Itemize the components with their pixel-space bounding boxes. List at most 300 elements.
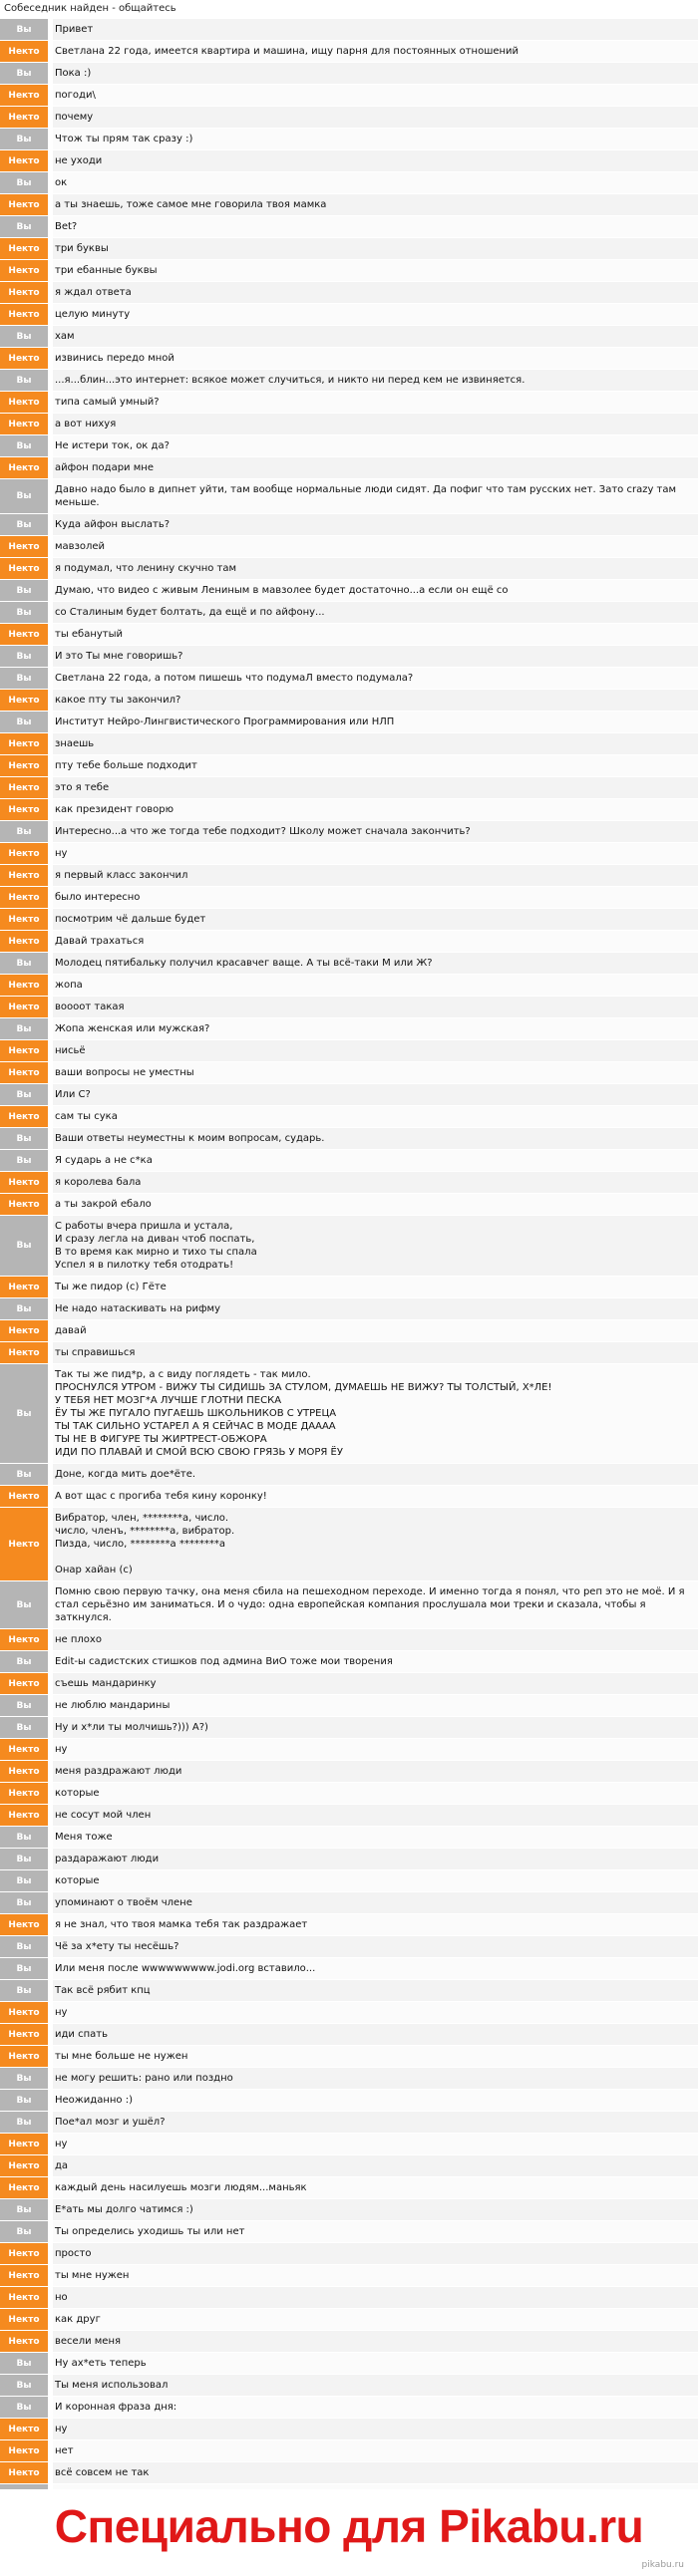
chat-message-row <box>0 478 698 513</box>
chat-message-row <box>0 193 698 215</box>
chat-message-row <box>0 1826 698 1848</box>
chat-message-row <box>0 1891 698 1913</box>
chat-message-row <box>0 2286 698 2308</box>
message-text: Думаю, что видео с живым Лениным в мавзолее будет достаточно...а если он ещё со <box>53 580 698 601</box>
sender-label-stranger: Некто <box>0 1342 53 1363</box>
chat-message-row <box>0 754 698 776</box>
chat-message-row <box>0 1869 698 1891</box>
message-text: Или меня после wwwwwwwww.jodi.org вставило... <box>53 1958 698 1979</box>
message-text: знаешь <box>53 733 698 754</box>
chat-message-row <box>0 1913 698 1935</box>
message-text: которые <box>53 1783 698 1804</box>
message-text: ну <box>53 2419 698 2439</box>
chat-message-row <box>0 391 698 413</box>
chat-message-row <box>0 1738 698 1760</box>
message-text: айфон подари мне <box>53 457 698 478</box>
chat-message-row <box>0 820 698 842</box>
message-text: Не истери ток, ок да? <box>53 435 698 456</box>
message-text: Вибратор, член, ********а, число. число, членъ, ********а, вибратор. Пизда, число, ********а ********а Онар хайан (с) <box>53 1508 698 1580</box>
sender-label-stranger: Некто <box>0 975 53 996</box>
message-text: какое пту ты закончил? <box>53 690 698 711</box>
message-text: Молодец пятибальку получил красавчег ваще. А ты всё-таки М или Ж? <box>53 953 698 974</box>
sender-label-you: Вы <box>0 1827 53 1848</box>
watermark-banner <box>0 2489 698 2576</box>
message-text: Ты меня использовал <box>53 2375 698 2396</box>
sender-label-stranger: Некто <box>0 1805 53 1826</box>
chat-message-row <box>0 513 698 535</box>
chat-message-row <box>0 1672 698 1694</box>
sender-label-you: Вы <box>0 1936 53 1957</box>
sender-label-stranger: Некто <box>0 1062 53 1083</box>
sender-label-you: Вы <box>0 1870 53 1891</box>
sender-label-you: Вы <box>0 1128 53 1149</box>
sender-label-you: Вы <box>0 1849 53 1869</box>
sender-label-you: Вы <box>0 2199 53 2220</box>
sender-label-stranger: Некто <box>0 41 53 62</box>
sender-label-stranger: Некто <box>0 260 53 281</box>
sender-label-you: Вы <box>0 602 53 623</box>
chat-message-row <box>0 886 698 908</box>
sender-label-you: Вы <box>0 2090 53 2111</box>
message-text: Так всё рябит кпц <box>53 1980 698 2001</box>
chat-message-row <box>0 1319 698 1341</box>
chat-log[interactable] <box>0 18 698 2489</box>
message-text: я не знал, что твоя мамка тебя так раздражает <box>53 1914 698 1935</box>
sender-label-stranger: Некто <box>0 1508 53 1580</box>
message-text: весели меня <box>53 2331 698 2352</box>
message-text: Е*ать мы долго чатимся :) <box>53 2199 698 2220</box>
message-text: а ты знаешь, тоже самое мне говорила твоя мамка <box>53 194 698 215</box>
message-text: не плохо <box>53 1629 698 1650</box>
chat-message-row <box>0 1341 698 1363</box>
chat-message-row <box>0 1297 698 1319</box>
sender-label-stranger: Некто <box>0 1106 53 1127</box>
chat-message-row <box>0 2264 698 2286</box>
sender-label-stranger: Некто <box>0 690 53 711</box>
sender-label-stranger: Некто <box>0 558 53 579</box>
message-text: я подумал, что ленину скучно там <box>53 558 698 579</box>
sender-label-you: Вы <box>0 216 53 237</box>
chat-message-row <box>0 1149 698 1171</box>
sender-label-stranger: Некто <box>0 1277 53 1297</box>
chat-message-row <box>0 2154 698 2176</box>
chat-message-row <box>0 601 698 623</box>
sender-label-you: Вы <box>0 1298 53 1319</box>
message-text: да <box>53 2155 698 2176</box>
message-text: ну <box>53 2002 698 2023</box>
sender-label-stranger: Некто <box>0 457 53 478</box>
sender-label-stranger: Некто <box>0 931 53 952</box>
chat-message-row <box>0 2418 698 2439</box>
sender-label-stranger: Некто <box>0 624 53 645</box>
sender-label-you: Вы <box>0 19 53 40</box>
chat-message-row <box>0 2176 698 2198</box>
message-text: я королева бала <box>53 1172 698 1193</box>
chat-message-row <box>0 2308 698 2330</box>
chat-message-row <box>0 434 698 456</box>
message-text: Я сударь а не с*ка <box>53 1150 698 1171</box>
message-text: погоди\ <box>53 85 698 106</box>
sender-label-you: Вы <box>0 514 53 535</box>
chat-message-row <box>0 325 698 347</box>
chat-message-row <box>0 2111 698 2133</box>
sender-label-stranger: Некто <box>0 1040 53 1061</box>
sender-label-stranger: Некто <box>0 2243 53 2264</box>
chat-message-row <box>0 535 698 557</box>
chat-message-row <box>0 1694 698 1716</box>
sender-label-stranger: Некто <box>0 997 53 1017</box>
chat-message-row <box>0 1804 698 1826</box>
message-text: было интересно <box>53 887 698 908</box>
sender-label-stranger: Некто <box>0 238 53 259</box>
chat-message-row <box>0 2220 698 2242</box>
message-text: Не надо натаскивать на рифму <box>53 1298 698 1319</box>
chat-message-row <box>0 1105 698 1127</box>
message-text: я ждал ответа <box>53 282 698 303</box>
chat-message-row <box>0 1363 698 1463</box>
chat-message-row <box>0 623 698 645</box>
chat-message-row <box>0 842 698 864</box>
sender-label-stranger: Некто <box>0 392 53 413</box>
sender-label-you: Вы <box>0 1695 53 1716</box>
sender-label-you: Вы <box>0 370 53 391</box>
chat-message-row <box>0 1276 698 1297</box>
chat-message-row <box>0 798 698 820</box>
sender-label-stranger: Некто <box>0 799 53 820</box>
chat-message-row <box>0 149 698 171</box>
sender-label-you: Вы <box>0 1892 53 1913</box>
message-text: со Сталиным будет болтать, да ещё и по айфону... <box>53 602 698 623</box>
message-text: типа самый умный? <box>53 392 698 413</box>
message-text: Доне, когда мить дое*ёте. <box>53 1464 698 1485</box>
sender-label-you: Вы <box>0 1150 53 1171</box>
sender-label-you: Вы <box>0 1464 53 1485</box>
chat-message-row <box>0 908 698 930</box>
chat-message-row <box>0 1979 698 2001</box>
message-text: а ты закрой ебало <box>53 1194 698 1215</box>
message-text: не сосут мой член <box>53 1805 698 1826</box>
sender-label-you: Вы <box>0 2068 53 2089</box>
chat-message-row <box>0 106 698 128</box>
message-text: целую минуту <box>53 304 698 325</box>
message-text: Привет <box>53 19 698 40</box>
sender-label-stranger: Некто <box>0 2002 53 2023</box>
chat-message-row <box>0 413 698 434</box>
chat-message-row <box>0 1957 698 1979</box>
message-text: Пое*ал мозг и ушёл? <box>53 2112 698 2133</box>
chat-message-row <box>0 711 698 732</box>
sender-label-you: Вы <box>0 1216 53 1276</box>
chat-message-row <box>0 974 698 996</box>
message-text: как президент говорю <box>53 799 698 820</box>
sender-label-stranger: Некто <box>0 2155 53 2176</box>
watermark-text: Специально для Pikabu.ru <box>54 2500 644 2552</box>
sender-label-you: Вы <box>0 2353 53 2374</box>
sender-label-you: Вы <box>0 1364 53 1463</box>
chat-message-row <box>0 996 698 1017</box>
chat-message-row <box>0 864 698 886</box>
chat-message-row <box>0 1580 698 1628</box>
message-text: Интересно...а что же тогда тебе подходит? Школу может сначала закончить? <box>53 821 698 842</box>
sender-label-you: Вы <box>0 435 53 456</box>
chat-message-row <box>0 2045 698 2067</box>
message-text: хам <box>53 326 698 347</box>
sender-label-stranger: Некто <box>0 1486 53 1507</box>
message-text: С работы вчера пришла и устала, И сразу легла на диван чтоб поспать, В то время как мирно и тихо ты спала Успел я в пилотку тебя отодрать! <box>53 1216 698 1276</box>
sender-label-you: Вы <box>0 172 53 193</box>
message-text: меня раздражают люди <box>53 1761 698 1782</box>
sender-label-stranger: Некто <box>0 1673 53 1694</box>
sender-label-you: Вы <box>0 326 53 347</box>
message-text: Ты определись уходишь ты или нет <box>53 2221 698 2242</box>
sender-label-stranger: Некто <box>0 414 53 434</box>
sender-label-stranger: Некто <box>0 2331 53 2352</box>
sender-label-you: Вы <box>0 1717 53 1738</box>
sender-label-stranger: Некто <box>0 2265 53 2286</box>
message-text: Помню свою первую тачку, она меня сбила на пешеходном переходе. И именно тогда я понял, что реп это не моё. И я стал серьёзно им заниматься. И о чудо: одна европейская компания прослушала мои треки и сказала, чтобы я заткнулся. <box>53 1581 698 1628</box>
chat-message-row <box>0 557 698 579</box>
chat-message-row <box>0 645 698 667</box>
message-text: Давно надо было в дипнет уйти, там вообще нормальные люди сидят. Да пофиг что там русских нет. Зато crazy там меньше. <box>53 479 698 513</box>
sender-label-you: Вы <box>0 1018 53 1039</box>
chat-message-row <box>0 259 698 281</box>
chat-message-row <box>0 1083 698 1105</box>
message-text: ты ебанутый <box>53 624 698 645</box>
chat-message-row <box>0 1935 698 1957</box>
sender-label-stranger: Некто <box>0 909 53 930</box>
sender-label-you: Вы <box>0 1958 53 1979</box>
sender-label-stranger: Некто <box>0 2440 53 2461</box>
chat-message-row <box>0 1628 698 1650</box>
sender-label-stranger: Некто <box>0 2462 53 2483</box>
chat-message-row <box>0 84 698 106</box>
chat-message-row <box>0 579 698 601</box>
message-text: давай <box>53 1320 698 1341</box>
sender-label-stranger: Некто <box>0 1739 53 1760</box>
message-text: почему <box>53 107 698 128</box>
sender-label-stranger: Некто <box>0 887 53 908</box>
sender-label-you: Вы <box>0 953 53 974</box>
message-text: И коронная фраза дня: <box>53 2397 698 2418</box>
sender-label-you: Вы <box>0 712 53 732</box>
message-text: ...я...блин...это интернет: всякое может случиться, и никто ни перед кем не извиняется. <box>53 370 698 391</box>
message-text: съешь мандаринку <box>53 1673 698 1694</box>
chat-message-row <box>0 369 698 391</box>
message-text: это я тебе <box>53 777 698 798</box>
message-text: не уходи <box>53 150 698 171</box>
message-text: я первый класс закончил <box>53 865 698 886</box>
message-text: Неожиданно :) <box>53 2090 698 2111</box>
chat-message-row <box>0 1193 698 1215</box>
chat-message-row <box>0 1760 698 1782</box>
message-text: И это Ты мне говоришь? <box>53 646 698 667</box>
message-text: ты справишься <box>53 1342 698 1363</box>
sender-label-you: Вы <box>0 2375 53 2396</box>
message-text: не могу решить: рано или поздно <box>53 2068 698 2089</box>
sender-label-stranger: Некто <box>0 2024 53 2045</box>
chat-message-row <box>0 1215 698 1276</box>
sender-label-stranger: Некто <box>0 2046 53 2067</box>
message-text: Ну и х*ли ты молчишь?))) A?) <box>53 1717 698 1738</box>
message-text: Чё за х*ету ты несёшь? <box>53 1936 698 1957</box>
message-text: иди спать <box>53 2024 698 2045</box>
sender-label-you: Вы <box>0 646 53 667</box>
sender-label-stranger: Некто <box>0 85 53 106</box>
message-text: каждый день насилуешь мозги людям...маньяк <box>53 2177 698 2198</box>
message-text: как друг <box>53 2309 698 2330</box>
chat-message-row <box>0 2461 698 2483</box>
chat-message-row <box>0 2089 698 2111</box>
chat-message-row <box>0 2198 698 2220</box>
message-text: Жопа женская или мужская? <box>53 1018 698 1039</box>
message-text: нисьё <box>53 1040 698 1061</box>
sender-label-stranger: Некто <box>0 865 53 886</box>
message-text: извинись передо мной <box>53 348 698 369</box>
watermark-small-text: pikabu.ru <box>641 2560 684 2570</box>
sender-label-stranger: Некто <box>0 348 53 369</box>
message-text: три буквы <box>53 238 698 259</box>
sender-label-stranger: Некто <box>0 2309 53 2330</box>
sender-label-stranger: Некто <box>0 2177 53 2198</box>
sender-label-you: Вы <box>0 129 53 149</box>
sender-label-stranger: Некто <box>0 107 53 128</box>
chat-message-row <box>0 2067 698 2089</box>
message-text: просто <box>53 2243 698 2264</box>
message-text: А вот щас с прогиба тебя кину коронку! <box>53 1486 698 1507</box>
chat-message-row <box>0 40 698 62</box>
message-text: ну <box>53 1739 698 1760</box>
chat-message-row <box>0 1782 698 1804</box>
message-text: жопа <box>53 975 698 996</box>
chat-message-row <box>0 1716 698 1738</box>
sender-label-stranger: Некто <box>0 150 53 171</box>
chat-message-row <box>0 2001 698 2023</box>
chat-message-row <box>0 1650 698 1672</box>
sender-label-stranger: Некто <box>0 843 53 864</box>
chat-message-row <box>0 347 698 369</box>
sender-label-you: Вы <box>0 2112 53 2133</box>
chat-message-row <box>0 2242 698 2264</box>
sender-label-stranger: Некто <box>0 2287 53 2308</box>
sender-label-you: Вы <box>0 63 53 84</box>
message-text: упоминают о твоём члене <box>53 1892 698 1913</box>
chat-message-row <box>0 128 698 149</box>
message-text: которые <box>53 1870 698 1891</box>
chat-message-row <box>0 2396 698 2418</box>
sender-label-you: Вы <box>0 2221 53 2242</box>
chat-message-row <box>0 281 698 303</box>
message-text: посмотрим чё дальше будет <box>53 909 698 930</box>
chat-message-row <box>0 2352 698 2374</box>
chat-message-row <box>0 1127 698 1149</box>
chat-message-row <box>0 215 698 237</box>
message-text: вооoот такая <box>53 997 698 1017</box>
sender-label-stranger: Некто <box>0 536 53 557</box>
chat-message-row <box>0 1039 698 1061</box>
chat-message-row <box>0 952 698 974</box>
chat-message-row <box>0 303 698 325</box>
chat-message-row <box>0 2374 698 2396</box>
message-text: Светлана 22 года, имеется квартира и машина, ищу парня для постоянных отношений <box>53 41 698 62</box>
sender-label-you: Вы <box>0 479 53 513</box>
sender-label-stranger: Некто <box>0 755 53 776</box>
chat-message-row <box>0 456 698 478</box>
sender-label-stranger: Некто <box>0 2134 53 2154</box>
message-text: раздаражают люди <box>53 1849 698 1869</box>
sender-label-stranger: Некто <box>0 1172 53 1193</box>
chat-message-row <box>0 1017 698 1039</box>
chat-message-row <box>0 1171 698 1193</box>
sender-label-stranger: Некто <box>0 733 53 754</box>
chat-message-row <box>0 2023 698 2045</box>
chat-message-row <box>0 18 698 40</box>
chat-message-row <box>0 2133 698 2154</box>
chat-message-row <box>0 930 698 952</box>
message-text: Ну ах*еть теперь <box>53 2353 698 2374</box>
chat-message-row <box>0 667 698 689</box>
message-text: но <box>53 2287 698 2308</box>
chat-message-row <box>0 776 698 798</box>
sender-label-stranger: Некто <box>0 304 53 325</box>
sender-label-you: Вы <box>0 1651 53 1672</box>
message-text: три ебанные буквы <box>53 260 698 281</box>
message-text: Ваши ответы неуместны к моим вопросам, сударь. <box>53 1128 698 1149</box>
chat-message-row <box>0 732 698 754</box>
sender-label-you: Вы <box>0 1084 53 1105</box>
message-text: Куда айфон выслать? <box>53 514 698 535</box>
chat-status-header: Собеседник найден - общайтесь <box>0 0 698 18</box>
chat-message-row <box>0 1061 698 1083</box>
message-text: ты мне нужен <box>53 2265 698 2286</box>
message-text: Edit-ы садистских стишков под админа ВиО тоже мои творения <box>53 1651 698 1672</box>
message-text: а вот нихуя <box>53 414 698 434</box>
sender-label-stranger: Некто <box>0 1320 53 1341</box>
message-text: Ты же пидор (с) Гёте <box>53 1277 698 1297</box>
chat-message-row <box>0 1848 698 1869</box>
chat-message-row <box>0 2330 698 2352</box>
chat-message-row <box>0 171 698 193</box>
chat-message-row <box>0 1485 698 1507</box>
message-text: Светлана 22 года, а потом пишешь что подумаЛ вместо подумала? <box>53 668 698 689</box>
message-text: не люблю мандарины <box>53 1695 698 1716</box>
message-text: Чтож ты прям так сразу :) <box>53 129 698 149</box>
sender-label-stranger: Некто <box>0 1761 53 1782</box>
message-text: сам ты сука <box>53 1106 698 1127</box>
sender-label-stranger: Некто <box>0 777 53 798</box>
message-text: нет <box>53 2440 698 2461</box>
message-text: ну <box>53 2134 698 2154</box>
sender-label-stranger: Некто <box>0 1194 53 1215</box>
sender-label-stranger: Некто <box>0 282 53 303</box>
message-text: пту тебе больше подходит <box>53 755 698 776</box>
message-text: Институт Нейро-Лингвистического Программирования или НЛП <box>53 712 698 732</box>
message-text: ну <box>53 843 698 864</box>
sender-label-stranger: Некто <box>0 1914 53 1935</box>
message-text: ваши вопросы не уместны <box>53 1062 698 1083</box>
chat-message-row <box>0 237 698 259</box>
message-text: ок <box>53 172 698 193</box>
chat-message-row <box>0 1463 698 1485</box>
sender-label-you: Вы <box>0 2397 53 2418</box>
sender-label-you: Вы <box>0 668 53 689</box>
sender-label-stranger: Некто <box>0 1629 53 1650</box>
sender-label-you: Вы <box>0 1581 53 1628</box>
chat-message-row <box>0 689 698 711</box>
message-text: Меня тоже <box>53 1827 698 1848</box>
chat-message-row <box>0 2439 698 2461</box>
chat-message-row <box>0 62 698 84</box>
sender-label-you: Вы <box>0 1980 53 2001</box>
